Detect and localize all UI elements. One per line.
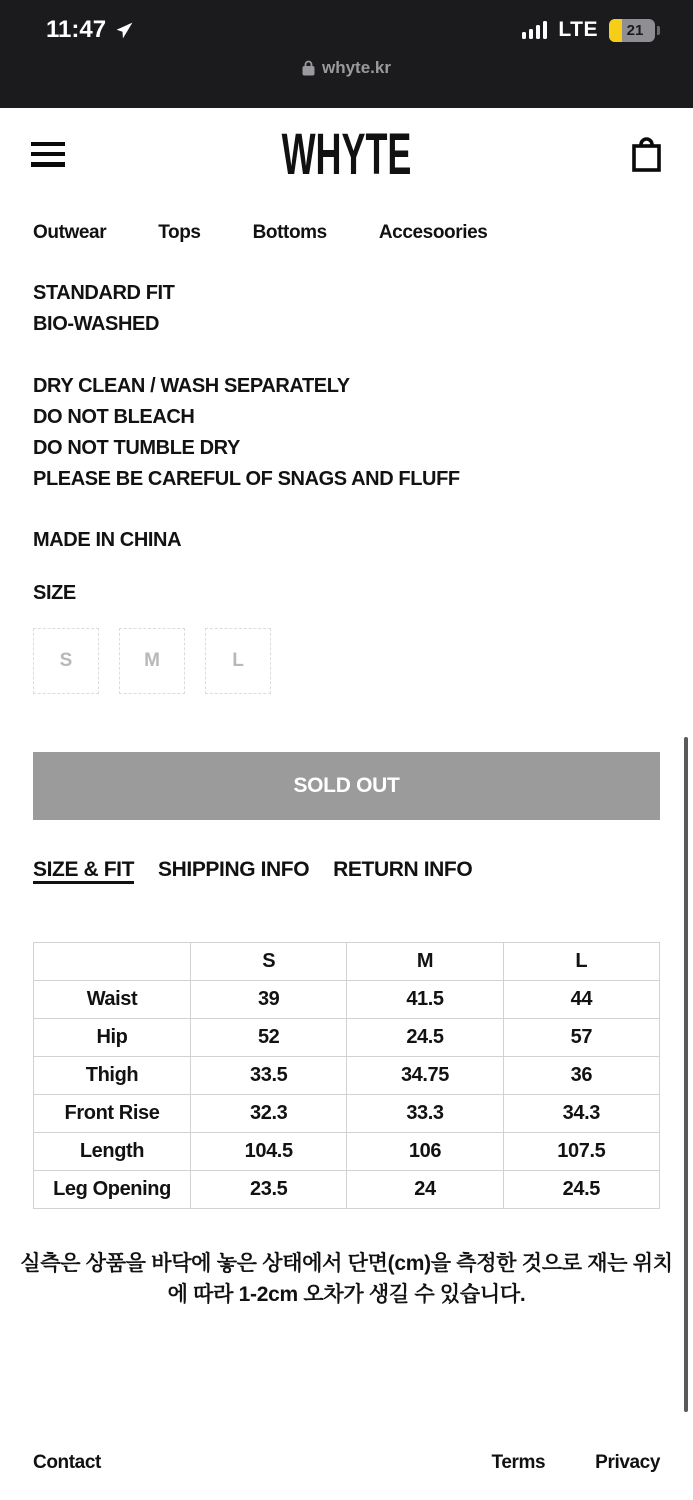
category-nav — [0, 222, 693, 244]
page-scrollbar[interactable] — [684, 737, 688, 1412]
care-line: DRY CLEAN / WASH SEPARATELY — [33, 375, 350, 397]
cart-bag-icon[interactable] — [631, 136, 662, 173]
cell: 104.5 — [191, 1133, 347, 1171]
table-row — [34, 981, 660, 1019]
col-header: L — [503, 943, 659, 981]
cell: 23.5 — [191, 1171, 347, 1209]
cell: 107.5 — [503, 1133, 659, 1171]
signal-strength-icon — [522, 21, 548, 39]
nav-item-tops[interactable]: Tops — [158, 222, 201, 243]
footer-link-terms[interactable]: Terms — [491, 1452, 546, 1473]
row-label: Thigh — [34, 1057, 191, 1095]
cell: 24.5 — [347, 1019, 503, 1057]
url-text: whyte.kr — [322, 58, 391, 77]
site-header — [0, 108, 693, 200]
row-label: Waist — [34, 981, 191, 1019]
cell: 57 — [503, 1019, 659, 1057]
cell: 41.5 — [347, 981, 503, 1019]
origin-label: MADE IN CHINA — [33, 529, 182, 551]
nav-item-accessories[interactable]: Accesoories — [378, 222, 488, 243]
cell: 39 — [191, 981, 347, 1019]
table-header-row — [34, 943, 660, 981]
tab-size-fit[interactable]: SIZE & FIT — [33, 858, 135, 881]
table-row — [34, 1133, 660, 1171]
battery-nub — [657, 26, 660, 35]
battery-percent: 21 — [626, 21, 644, 39]
battery-icon — [609, 19, 655, 42]
corner-cell — [34, 943, 191, 981]
care-instructions — [33, 371, 660, 495]
nav-item-bottoms[interactable]: Bottoms — [252, 222, 327, 243]
col-header: M — [347, 943, 503, 981]
menu-icon[interactable] — [31, 142, 65, 167]
tab-shipping-info[interactable]: SHIPPING INFO — [158, 858, 310, 881]
product-details — [0, 278, 693, 694]
row-label: Hip — [34, 1019, 191, 1057]
location-arrow-icon — [115, 21, 134, 40]
size-option-s[interactable]: S — [33, 628, 99, 694]
time-text: 11:47 — [46, 16, 107, 43]
size-option-l[interactable]: L — [205, 628, 271, 694]
footer — [0, 1452, 693, 1474]
care-line: PLEASE BE CAREFUL OF SNAGS AND FLUFF — [33, 468, 460, 490]
cell: 32.3 — [191, 1095, 347, 1133]
cell: 52 — [191, 1019, 347, 1057]
table-row — [34, 1057, 660, 1095]
cell: 36 — [503, 1057, 659, 1095]
cell: 24 — [347, 1171, 503, 1209]
tab-return-info[interactable]: RETURN INFO — [333, 858, 473, 881]
size-selector — [33, 628, 660, 694]
cell: 34.3 — [503, 1095, 659, 1133]
cell: 24.5 — [503, 1171, 659, 1209]
cell: 44 — [503, 981, 659, 1019]
row-label: Front Rise — [34, 1095, 191, 1133]
status-time — [46, 16, 134, 44]
footer-link-contact[interactable]: Contact — [33, 1452, 101, 1473]
size-heading: SIZE — [33, 582, 76, 604]
status-bar-top — [0, 0, 693, 44]
network-type: LTE — [558, 18, 598, 41]
row-label: Length — [34, 1133, 191, 1171]
fit-description — [33, 278, 660, 340]
lock-icon — [302, 60, 315, 76]
cell: 106 — [347, 1133, 503, 1171]
info-tabs — [0, 858, 693, 882]
measurement-note: 실측은 상품을 바닥에 놓은 상태에서 단면(cm)을 측정한 것으로 재는 위치에 따라 1-2cm 오차가 생길 수 있습니다. — [20, 1252, 673, 1306]
care-line: DO NOT BLEACH — [33, 406, 195, 428]
row-label: Leg Opening — [34, 1171, 191, 1209]
col-header: S — [191, 943, 347, 981]
size-chart — [0, 942, 693, 1209]
care-line: DO NOT TUMBLE DRY — [33, 437, 240, 459]
cell: 33.3 — [347, 1095, 503, 1133]
fit-line: STANDARD FIT — [33, 282, 175, 304]
cell: 33.5 — [191, 1057, 347, 1095]
table-row — [34, 1171, 660, 1209]
size-chart-table — [33, 942, 660, 1209]
table-row — [34, 1019, 660, 1057]
status-indicators — [522, 18, 655, 42]
nav-item-outwear[interactable]: Outwear — [33, 222, 107, 243]
fit-line: BIO-WASHED — [33, 313, 160, 335]
table-row — [34, 1095, 660, 1133]
address-bar[interactable] — [0, 58, 693, 78]
site-logo[interactable]: WHYTE — [281, 121, 412, 187]
size-option-m[interactable]: M — [119, 628, 185, 694]
footer-link-privacy[interactable]: Privacy — [595, 1452, 660, 1473]
cell: 34.75 — [347, 1057, 503, 1095]
status-bar — [0, 0, 693, 108]
sold-out-button[interactable]: SOLD OUT — [33, 752, 660, 820]
